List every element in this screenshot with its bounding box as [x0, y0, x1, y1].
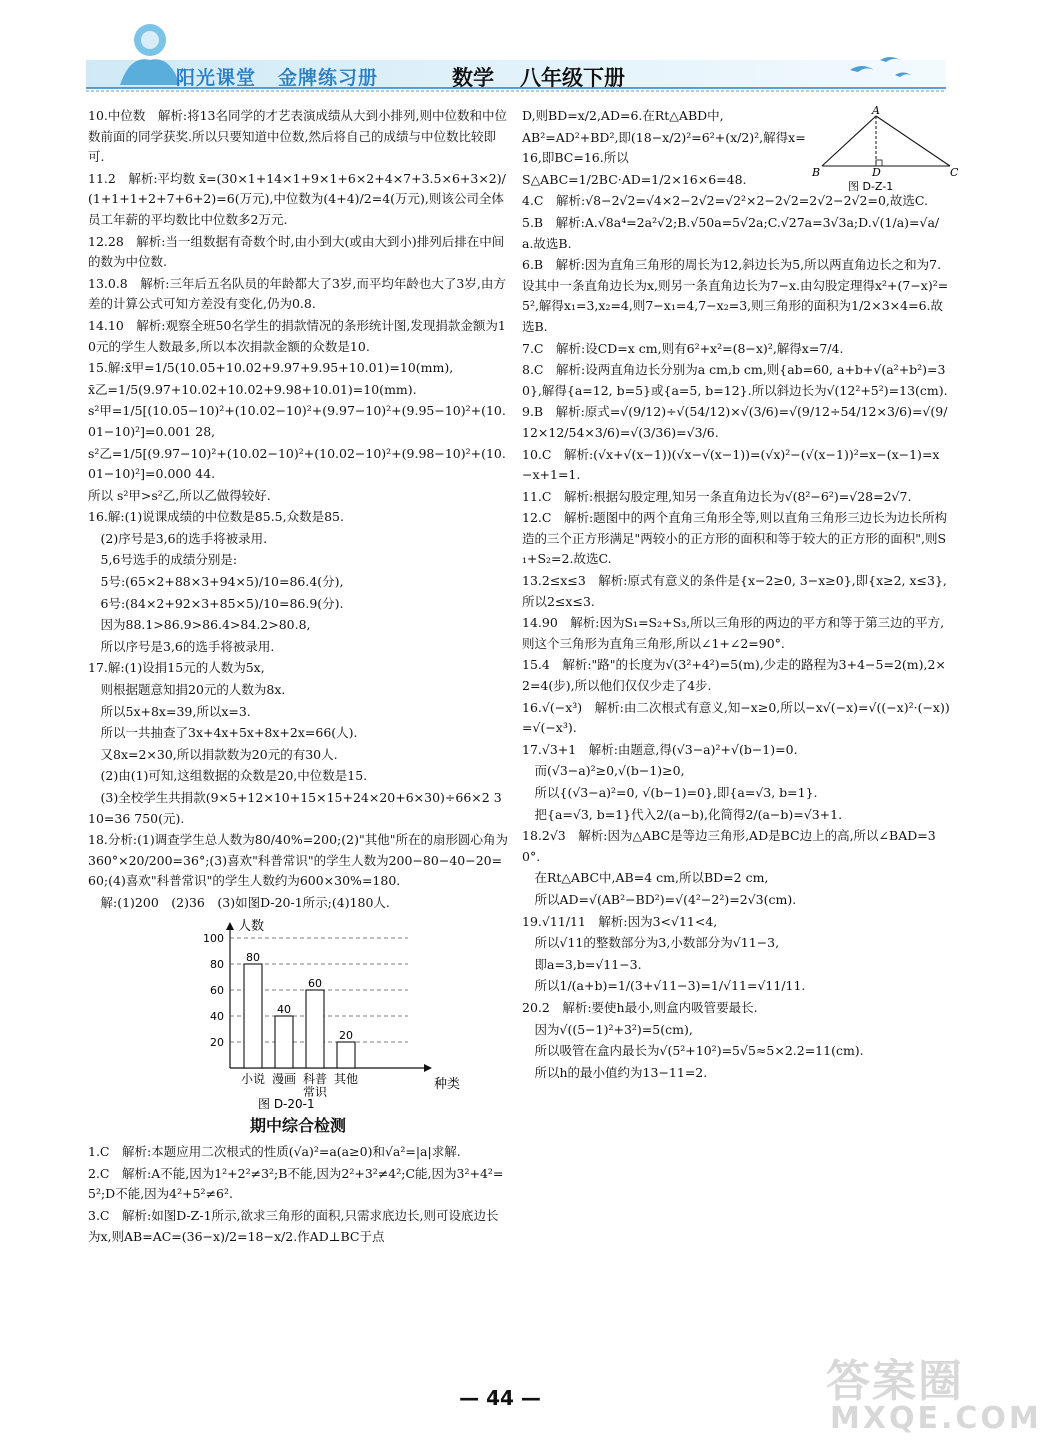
- chart-y-tick-label: 80: [210, 957, 224, 971]
- answer-item: 11.2 解析:平均数 x̄=(30×1+14×1+9×1+6×2+4×7+3.5×6+3×2)/(1+1+1+2+7+6+2)=6(万元),中位数为(4+4)/2=4(万元),则该公司全体员工年薪的平均数比中位数多2万元.: [88, 170, 506, 227]
- answer-item: 17.解:(1)设捐15元的人数为5x,: [88, 660, 265, 676]
- right-answer-column: [522, 106, 950, 1084]
- answer-item: 10.中位数 解析:将13名同学的才艺表演成绩从大到小排列,则中位数和中位数前面的同学获奖.所以只要知道中位数,然后将自己的成绩与中位数比较即可.: [88, 108, 507, 165]
- answer-item: 18.分析:(1)调查学生总人数为80/40%=200;(2)"其他"所在的扇形圆心角为360°×20/200=36°;(3)喜欢"科普常识"的学生人数为200−80−40−20=60;(4)喜欢"科普常识"的学生人数约为600×30%=180.: [88, 832, 508, 889]
- chart-bar-2: [306, 990, 324, 1068]
- chart-bar-3: [337, 1042, 355, 1068]
- answer-item: 12.C 解析:题图中的两个直角三角形全等,则以直角三角形三边长为边长所构造的三个正方形满足"两较小的正方形的面积和等于较大的正方形的面积",则S₁+S₂=2.故选C.: [522, 510, 948, 567]
- chart-bar-0: [244, 964, 262, 1068]
- chart-data-label: 80: [246, 950, 260, 964]
- chart-data-label: 60: [308, 976, 322, 990]
- vertex-label-c: C: [950, 166, 959, 179]
- page-header: [0, 0, 1000, 100]
- vertex-label-a: A: [872, 104, 880, 117]
- answer-item: 10.C 解析:(√x+√(x−1))(√x−√(x−1))=(√x)²−(√(x−1))²=x−(x−1)=x−x+1=1.: [522, 446, 940, 483]
- chart-y-tick-label: 60: [210, 983, 224, 997]
- chart-y-tick-label: 100: [203, 931, 224, 945]
- chart-bar-1: [275, 1016, 293, 1068]
- chart-category-label: 常识: [302, 1084, 328, 1099]
- answer-item: (2)由(1)可知,这组数据的众数是20,中位数是15.: [88, 768, 368, 784]
- answer-item: 9.B 解析:原式=√(9/12)÷√(54/12)×√(3/6)=√(9/12÷54/12×3/6)=√(9/12×12/54×3/6)=√(3/36)=√3/6.: [522, 404, 948, 440]
- answer-item: 5,6号选手的成绩分别是:: [88, 552, 238, 568]
- answer-item: 11.C 解析:根据勾股定理,知另一条直角边长为√(8²−6²)=√28=2√7.: [522, 488, 912, 504]
- answer-item: (2)序号是3,6的选手将被录用.: [88, 530, 268, 546]
- answer-item: 16.解:(1)说课成绩的中位数是85.5,众数是85.: [88, 509, 344, 525]
- answer-item: 13.0.8 解析:三年后五名队员的年龄都大了3岁,而平均年龄也大了3岁,由方差的计算公式可知方差没有变化,仍为0.8.: [88, 275, 506, 312]
- answer-item: 所以AD=√(AB²−BD²)=√(4²−2²)=2√3(cm).: [522, 891, 797, 907]
- chart-y-tick-label: 20: [210, 1035, 224, 1049]
- answer-item: (3)全校学生共捐款(9×5+12×10+15×15+24×20+6×30)÷66×2 310=36 750(元).: [88, 790, 502, 826]
- answer-item: 所以√11的整数部分为3,小数部分为√11−3,: [522, 935, 780, 951]
- answer-item: 4.C 解析:√8−2√2=√4×2−2√2=√2²×2−2√2=2√2−2√2=0,故选C.: [522, 193, 928, 209]
- midterm-section-title: 期中综合检测: [249, 1115, 346, 1135]
- chart-xlabel: 种类: [434, 1076, 461, 1092]
- watermark-logo-text: 答案圈: [826, 1356, 964, 1407]
- answer-item: 19.√11/11 解析:因为3<√11<4,: [522, 913, 718, 929]
- answer-item: AB²=AD²+BD²,即(18−x/2)²=6²+(x/2)²,解得x=16,即BC=16.所以: [522, 129, 806, 166]
- answer-item: 12.28 解析:当一组数据有奇数个时,由小到大(或由大到小)排列后排在中间的数为中位数.: [88, 233, 505, 270]
- answer-item: 8.C 解析:设两直角边长分别为a cm,b cm,则{ab=60, a+b+√(a²+b²)=30},解得{a=12, b=5}或{a=5, b=12}.所以斜边长为√(12²+5²)=13(cm).: [522, 362, 948, 398]
- vertex-label-b: B: [812, 166, 821, 179]
- answer-item: 3.C 解析:如图D-Z-1所示,欲求三角形的面积,只需求底边长,则可设底边长为x,则AB=AC=(36−x)/2=18−x/2.作AD⊥BC于点: [88, 1207, 499, 1244]
- brand-right-text: 金牌练习册: [278, 67, 379, 89]
- answer-item: x̄乙=1/5(9.97+10.02+10.02+9.98+10.01)=10(mm).: [88, 381, 417, 397]
- chart-data-label: 40: [277, 1002, 291, 1016]
- brand-left-text: 阳光课堂: [176, 67, 257, 89]
- left-answer-column: [88, 106, 508, 1248]
- bar-chart-d-20-1: [88, 916, 508, 1112]
- page-number: — 44 —: [459, 1386, 541, 1410]
- answer-item: 2.C 解析:A不能,因为1²+2²≠3²;B不能,因为2²+3²≠4²;C能,因为3²+4²=5²;D不能,因为4²+5²≠6².: [88, 1165, 504, 1202]
- answer-item: 6号:(84×2+92×3+85×5)/10=86.9(分).: [88, 595, 344, 611]
- chart-x-axis-arrow: [424, 1064, 432, 1072]
- answer-item: 20.2 解析:要使h最小,则盒内吸管要最长.: [522, 999, 758, 1015]
- answer-item: 5.B 解析:A.√8a⁴=2a²√2;B.√50a=5√2a;C.√27a=3√3a;D.√(1/a)=√a/a.故选B.: [522, 214, 940, 251]
- answer-item: 所以一共抽查了3x+4x+5x+8x+2x=66(人).: [88, 725, 358, 741]
- right-items-list-full: [522, 191, 950, 1083]
- answer-item: 即a=3,b=√11−3.: [522, 956, 642, 972]
- left-items-list: [88, 106, 508, 914]
- right-items-list: [522, 106, 812, 190]
- answer-item: 则根据题意知捐20元的人数为8x.: [88, 682, 286, 698]
- chart-data-label: 20: [339, 1028, 353, 1042]
- chart-category-label: 漫画: [271, 1071, 297, 1086]
- grade-name: 八年级下册: [520, 66, 625, 90]
- answer-item: 16.√(−x³) 解析:由二次根式有意义,知−x≥0,所以−x√(−x)=√((−x)²·(−x))=√(−x³).: [522, 699, 950, 736]
- answer-item: 解:(1)200 (2)36 (3)如图D-20-1所示;(4)180人.: [88, 894, 390, 910]
- chart-y-axis-arrow: [226, 922, 234, 930]
- answer-item: 15.解:x̄甲=1/5(10.05+10.02+9.97+9.95+10.01)=10(mm),: [88, 360, 454, 376]
- answer-item: 5号:(65×2+88×3+94×5)/10=86.4(分),: [88, 574, 344, 590]
- answer-item: 14.10 解析:观察全班50名学生的捐款情况的条形统计图,发现捐款金额为10元的学生人数最多,所以本次捐款金额的众数是10.: [88, 317, 506, 354]
- answer-item: 7.C 解析:设CD=x cm,则有6²+x²=(8−x)²,解得x=7/4.: [522, 340, 844, 356]
- answer-item: 1.C 解析:本题应用二次根式的性质(√a)²=a(a≥0)和√a²=|a|求解.: [88, 1144, 461, 1160]
- answer-item: 14.90 解析:因为S₁=S₂+S₃,所以三角形的两边的平方和等于第三边的平方,则这个三角形为直角三角形,所以∠1+∠2=90°.: [522, 615, 945, 651]
- left-items-after-list: [88, 1142, 508, 1247]
- answer-item: 所以序号是3,6的选手将被录用.: [88, 638, 275, 654]
- chart-category-label: 小说: [240, 1071, 266, 1086]
- bar-chart-svg: [88, 916, 508, 1112]
- answer-item: 又8x=2×30,所以捐款数为20元的有30人.: [88, 746, 338, 762]
- chart-category-label: 科普: [302, 1071, 328, 1086]
- subject-name: 数学: [452, 66, 494, 90]
- site-watermark: [820, 1345, 1042, 1436]
- answer-item: 15.4 解析:"路"的长度为√(3²+4²)=5(m),少走的路程为3+4−5=2(m),2×2=4(步),所以他们仅仅少走了4步.: [522, 657, 946, 694]
- subject-title: [452, 62, 651, 92]
- series-brand: [176, 63, 400, 90]
- chart-y-tick-label: 40: [210, 1009, 224, 1023]
- watermark-domain: MXQE.COM: [830, 1401, 1042, 1436]
- answer-item: 所以{(√3−a)²=0, √(b−1)=0},即{a=√3, b=1}.: [522, 785, 818, 800]
- answer-item: s²乙=1/5[(9.97−10)²+(10.02−10)²+(10.02−10)²+(9.98−10)²+(10.01−10)²]=0.000 44.: [88, 445, 506, 482]
- answer-item: 所以吸管在盒内最长为√(5²+10²)=5√5≈5×2.2=11(cm).: [522, 1043, 864, 1059]
- answer-item: 所以1/(a+b)=1/(3+√11−3)=1/√11=√11/11.: [522, 978, 806, 994]
- answer-item: 所以5x+8x=39,所以x=3.: [88, 703, 251, 719]
- answer-item: 13.2≤x≤3 解析:原式有意义的条件是{x−2≥0, 3−x≥0},即{x≥2, x≤3},所以2≤x≤3.: [522, 573, 947, 609]
- answer-item: 在Rt△ABC中,AB=4 cm,所以BD=2 cm,: [522, 870, 769, 886]
- answer-item: 6.B 解析:因为直角三角形的周长为12,斜边长为5,所以两直角边长之和为7.设其中一条直角边长为x,则另一条直角边长为7−x.由勾股定理得x²+(7−x)²=5²,解得x₁=3,x₂=4,则7−x₁=4,7−x₂=3,则三角形的面积为1/2×3×4=6.故选B.: [522, 257, 949, 334]
- triangle-caption: 图 D-Z-1: [848, 180, 894, 193]
- chart-caption: 图 D-20-1: [258, 1096, 315, 1111]
- answer-item: 把{a=√3, b=1}代入2/(a−b),化简得2/(a−b)=√3+1.: [522, 806, 843, 822]
- chart-category-label: 其他: [333, 1071, 359, 1086]
- answer-item: S△ABC=1/2BC·AD=1/2×16×6=48.: [522, 171, 747, 187]
- answer-item: 所以h的最小值约为13−11=2.: [522, 1064, 708, 1080]
- chart-ylabel: 人数: [238, 918, 265, 934]
- answer-item: 所以 s²甲>s²乙,所以乙做得较好.: [88, 487, 271, 503]
- answer-item: 17.√3+1 解析:由题意,得(√3−a)²+√(b−1)=0.: [522, 741, 798, 757]
- answer-item: 而(√3−a)²≥0,√(b−1)≥0,: [522, 763, 685, 779]
- answer-item: 18.2√3 解析:因为△ABC是等边三角形,AD是BC边上的高,所以∠BAD=30°.: [522, 828, 936, 864]
- answer-item: 因为√((5−1)²+3²)=5(cm),: [522, 1021, 693, 1037]
- answer-item: D,则BD=x/2,AD=6.在Rt△ABD中,: [522, 108, 724, 123]
- answer-item: s²甲=1/5[(10.05−10)²+(10.02−10)²+(9.97−10)²+(9.95−10)²+(10.01−10)²]=0.001 28,: [88, 403, 506, 439]
- vertex-label-d: D: [872, 166, 881, 179]
- answer-item: 因为88.1>86.9>86.4>84.2>80.8,: [88, 617, 311, 633]
